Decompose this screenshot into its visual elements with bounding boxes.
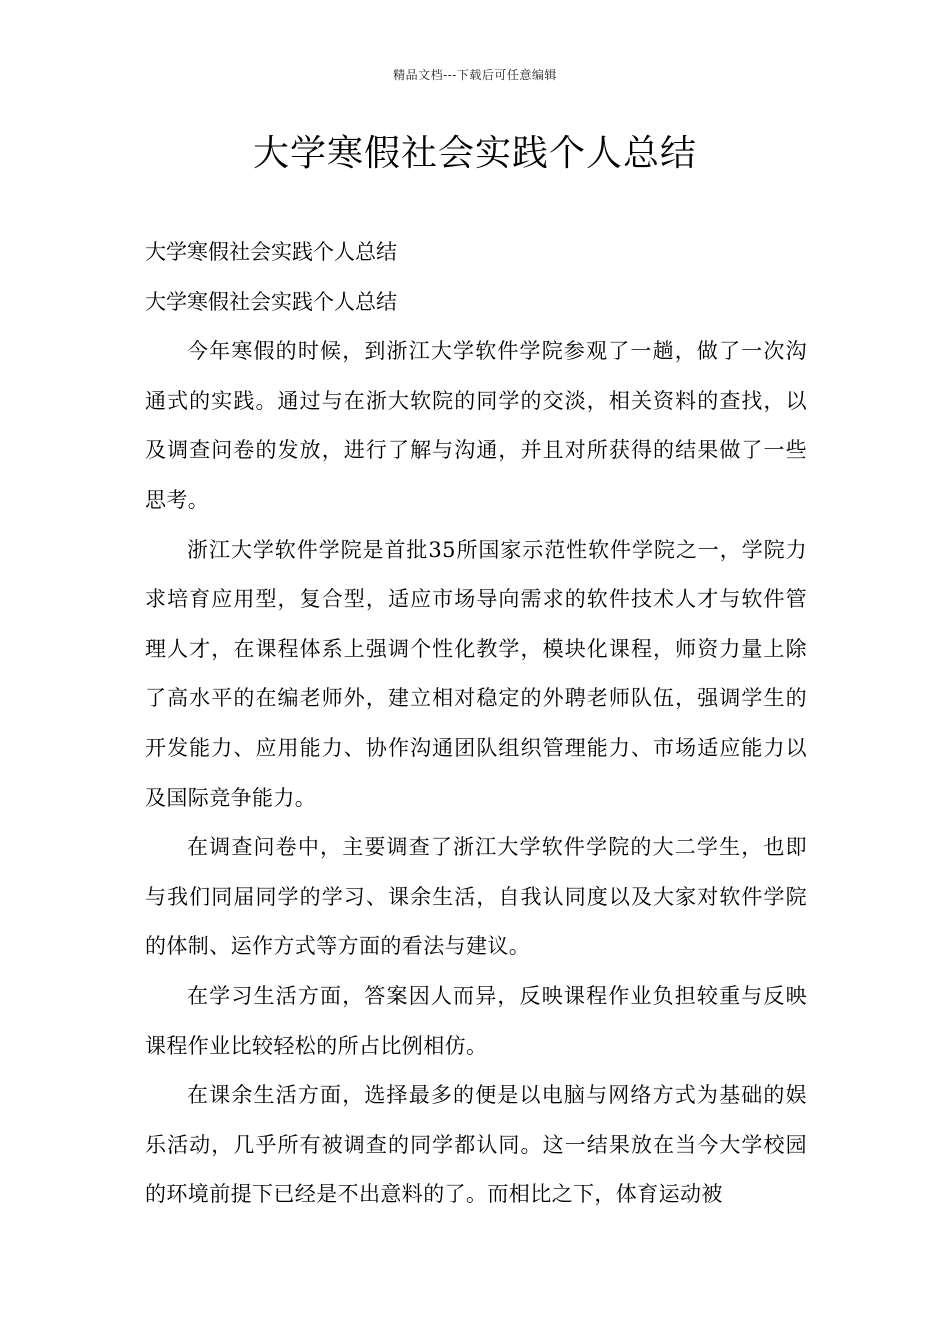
document-title: 大学寒假社会实践个人总结 <box>252 133 697 174</box>
paragraph: 在学习生活方面，答案因人而异，反映课程作业负担较重与反映课程作业比较轻松的所占比例相仿。 <box>145 983 807 1058</box>
subtitle-line: 大学寒假社会实践个人总结 <box>145 289 397 314</box>
header-note: 精品文档---下载后可任意编辑 <box>393 68 557 82</box>
paragraph: 在课余生活方面，选择最多的便是以电脑与网络方式为基础的娱乐活动，几乎所有被调查的同学都认同。这一结果放在当今大学校园的环境前提下已经是不出意料的了。而相比之下，体育运动被 <box>145 1083 807 1207</box>
paragraph: 浙江大学软件学院是首批35所国家示范性软件学院之一，学院力求培育应用型，复合型，适应市场导向需求的软件技术人才与软件管理人才，在课程体系上强调个性化教学，模块化课程，师资力量上除了高水平的在编老师外，建立相对稳定的外聘老师队伍，强调学生的开发能力、应用能力、协作沟通团队组织管理能力、市场适应能力以及国际竞争能力。 <box>145 537 807 810</box>
subtitle-line: 大学寒假社会实践个人总结 <box>145 240 397 264</box>
document-body <box>145 228 807 1220</box>
paragraph: 今年寒假的时候，到浙江大学软件学院参观了一趟，做了一次沟通式的实践。通过与在浙大软院的同学的交淡，相关资料的查找，以及调查问卷的发放，进行了解与沟通，并且对所获得的结果做了一些思考。 <box>145 339 807 512</box>
paragraph: 在调查问卷中，主要调查了浙江大学软件学院的大二学生，也即与我们同届同学的学习、课余生活，自我认同度以及大家对软件学院的体制、运作方式等方面的看法与建议。 <box>145 835 807 959</box>
